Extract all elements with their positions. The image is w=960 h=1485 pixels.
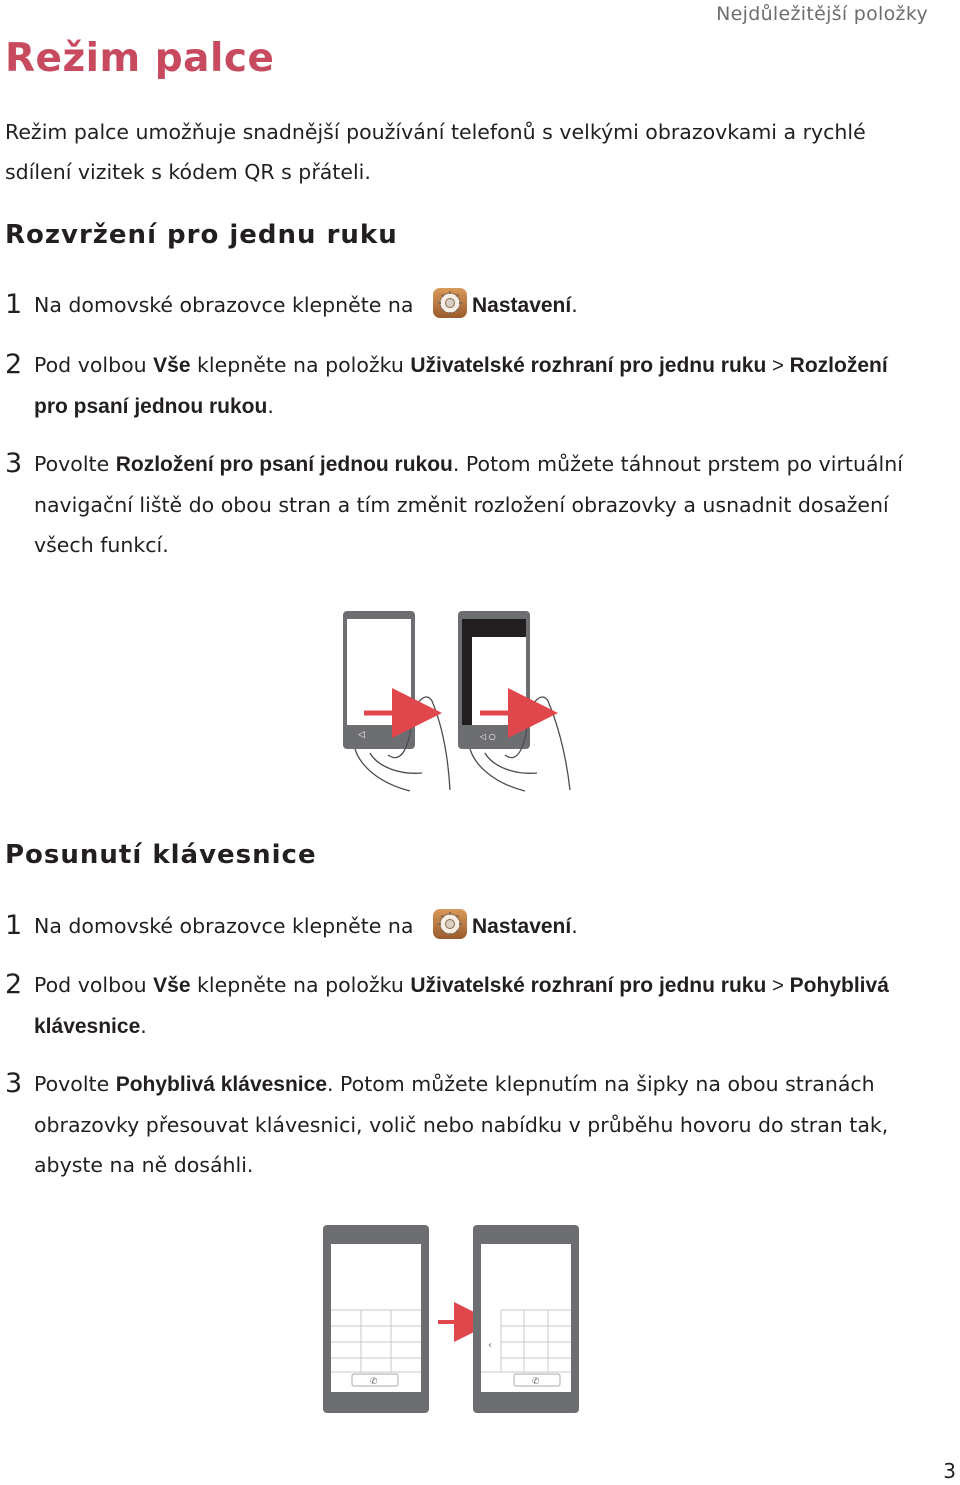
step-number: 1 — [5, 910, 23, 941]
step-1-keyboard: 1 Na domovské obrazovce klepněte na Nastavení. — [5, 906, 925, 947]
section-heading-keyboard: Posunutí klávesnice — [5, 840, 317, 870]
step-3-keyboard: 3 Povolte Pohyblivá klávesnice. Potom můžete klepnutím na šipky na obou stranách obrazovky přesouvat klávesnici, volič nebo nabídku v průběhu hovoru do stran tak, abyste na ně dosáhli. — [5, 1064, 925, 1185]
step-1-one-hand: 1 Na domovské obrazovce klepněte na Nastavení. — [5, 285, 925, 326]
svg-text:✆: ✆ — [370, 1377, 378, 1387]
step-3-one-hand: 3 Povolte Rozložení pro psaní jednou rukou. Potom můžete táhnout prstem po virtuální navigační liště do obou stran a tím změnit rozložení obrazovky a usnadnit dosažení všech funkcí. — [5, 444, 925, 565]
svg-text:◁ ○: ◁ ○ — [480, 732, 496, 741]
svg-text:‹: ‹ — [488, 1340, 492, 1351]
step-number: 2 — [5, 349, 23, 380]
step-number: 3 — [5, 448, 23, 479]
step-number: 1 — [5, 289, 23, 320]
header-section-label: Nejdůležitější položky — [716, 3, 928, 25]
settings-gear-icon — [432, 908, 468, 940]
step-2-keyboard: 2 Pod volbou Vše klepněte na položku Uživatelské rozhraní pro jednu ruku > Pohyblivá klávesnice. — [5, 965, 925, 1047]
intro-paragraph: Režim palce umožňuje snadnější používání telefonů s velkými obrazovkami a rychlé sdílení vizitek s kódem QR s přáteli. — [5, 120, 866, 184]
step-number: 3 — [5, 1068, 23, 1099]
section-heading-one-hand: Rozvržení pro jednu ruku — [5, 220, 398, 250]
step-number: 2 — [5, 969, 23, 1000]
one-hand-layout-illustration — [330, 605, 590, 795]
page-title: Režim palce — [5, 36, 275, 81]
settings-gear-icon — [432, 287, 468, 319]
step-2-one-hand: 2 Pod volbou Vše klepněte na položku Uživatelské rozhraní pro jednu ruku > Rozložení pro psaní jednou rukou. — [5, 345, 925, 427]
svg-text:◁: ◁ — [358, 730, 365, 740]
movable-keyboard-illustration — [320, 1222, 585, 1417]
page-number: 3 — [943, 1459, 956, 1483]
svg-text:✆: ✆ — [532, 1377, 540, 1387]
